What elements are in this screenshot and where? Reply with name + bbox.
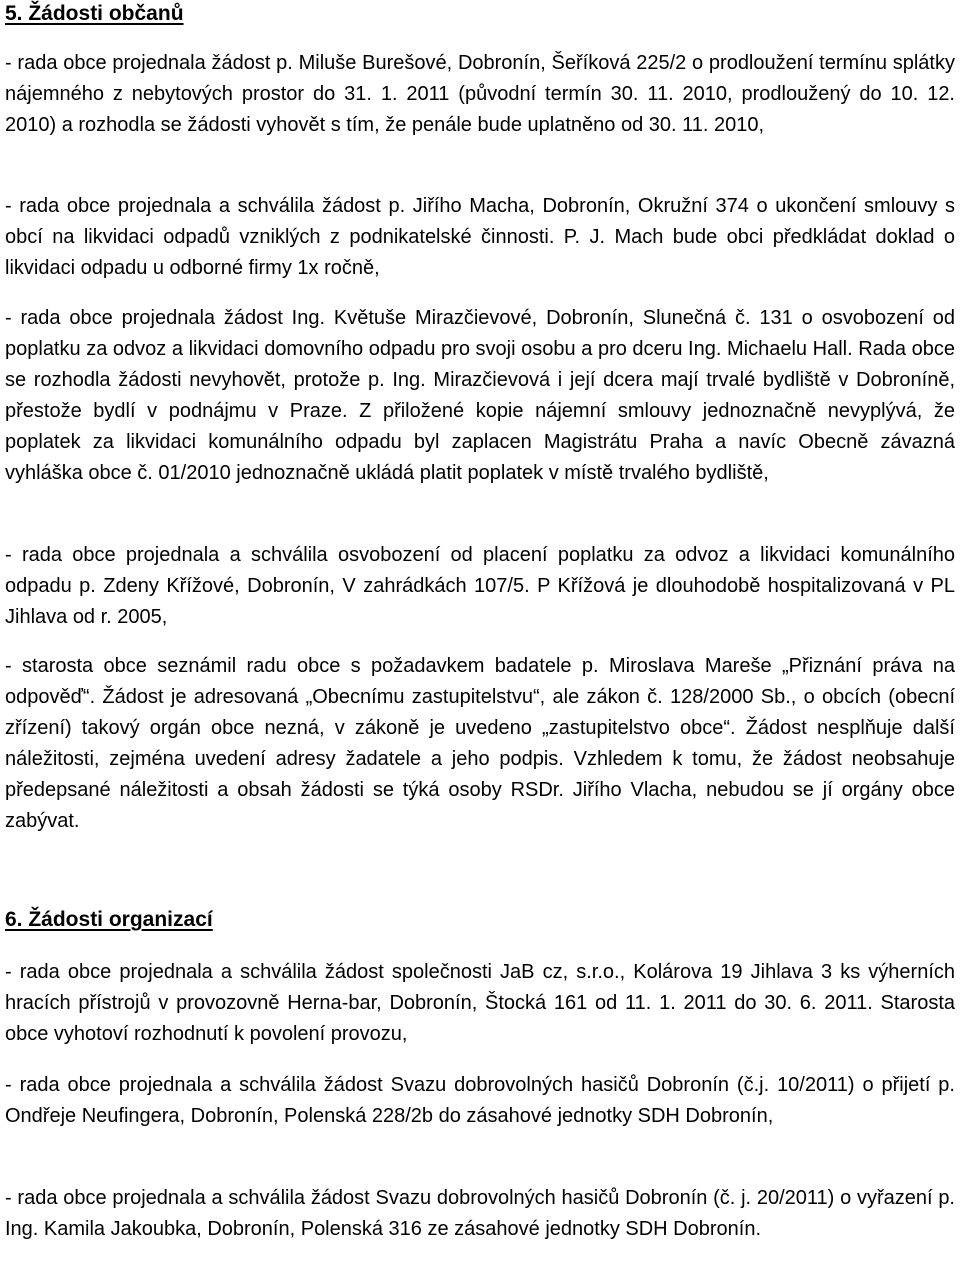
section-heading-zadosti-organizaci: 6. Žádosti organizací xyxy=(5,908,213,931)
paragraph-mares: - starosta obce seznámil radu obce s požadavkem badatele p. Miroslava Mareše „Přiznání práva na odpověď“. Žádost je adresovaná „Obecnímu zastupitelstvu“, ale zákon č. 128/2000 Sb., o obcích (obecní zřízení) takový orgán obce nezná, v zákoně je uvedeno „zastupitelstvo obce“. Žádost nesplňuje další náležitosti, zejména uvedení adresy žadatele a jeho podpis. Vzhledem k tomu, že žádost neobsahuje předepsané náležitosti a obsah žádosti se týká osoby RSDr. Jiřího Vlacha, nebudou se jí orgány obce zabývat. xyxy=(5,655,955,832)
paragraph-buresova: - rada obce projednala žádost p. Miluše Burešové, Dobronín, Šeříková 225/2 o prodloužení termínu splátky nájemného z nebytových prostor do 31. 1. 2011 (původní termín 30. 11. 2010, prodloužený do 10. 12. 2010) a rozhodla se žádosti vyhovět s tím, že penále bude uplatněno od 30. 11. 2010, xyxy=(5,52,955,136)
paragraph-jab: - rada obce projednala a schválila žádost společnosti JaB cz, s.r.o., Kolárova 19 Jihlava 3 ks výherních hracích přístrojů v provozovně Herna-bar, Dobronín, Štocká 161 od 11. 1. 2011 do 30. 6. 2011. Starosta obce vyhotoví rozhodnutí k povolení provozu, xyxy=(5,961,955,1045)
paragraph-neufinger: - rada obce projednala a schválila žádost Svazu dobrovolných hasičů Dobronín (č.j. 10/2011) o přijetí p. Ondřeje Neufingera, Dobronín, Polenská 228/2b do zásahové jednotky SDH Dobronín, xyxy=(5,1074,955,1127)
paragraph-mach: - rada obce projednala a schválila žádost p. Jiřího Macha, Dobronín, Okružní 374 o ukončení smlouvy s obcí na likvidaci odpadů vzniklých z podnikatelské činnosti. P. J. Mach bude obci předkládat doklad o likvidaci odpadu u odborné firmy 1x ročně, xyxy=(5,195,955,279)
paragraph-krizova: - rada obce projednala a schválila osvobození od placení poplatku za odvoz a likvidaci komunálního odpadu p. Zdeny Křížové, Dobronín, V zahrádkách 107/5. P Křížová je dlouhodobě hospitalizovaná v PL Jihlava od r. 2005, xyxy=(5,544,955,628)
paragraph-jakoubek: - rada obce projednala a schválila žádost Svazu dobrovolných hasičů Dobronín (č. j. 20/2011) o vyřazení p. Ing. Kamila Jakoubka, Dobronín, Polenská 316 ze zásahové jednotky SDH Dobronín. xyxy=(5,1187,955,1240)
section-heading-zadosti-obcanu: 5. Žádosti občanů xyxy=(5,2,184,25)
paragraph-mirazcievova: - rada obce projednala žádost Ing. Květuše Mirazčievové, Dobronín, Slunečná č. 131 o osvobození od poplatku za odvoz a likvidaci domovního odpadu pro svoji osobu a pro dceru Ing. Michaelu Hall. Rada obce se rozhodla žádosti nevyhovět, protože p. Ing. Mirazčievová i její dcera mají trvalé bydliště v Dobroníně, přestože bydlí v podnájmu v Praze. Z přiložené kopie nájemní smlouvy jednoznačně nevyplývá, že poplatek za likvidaci komunálního odpadu byl zaplacen Magistrátu Praha a navíc Obecně závazná vyhláška obce č. 01/2010 jednoznačně ukládá platit poplatek v místě trvalého bydliště, xyxy=(5,307,955,484)
